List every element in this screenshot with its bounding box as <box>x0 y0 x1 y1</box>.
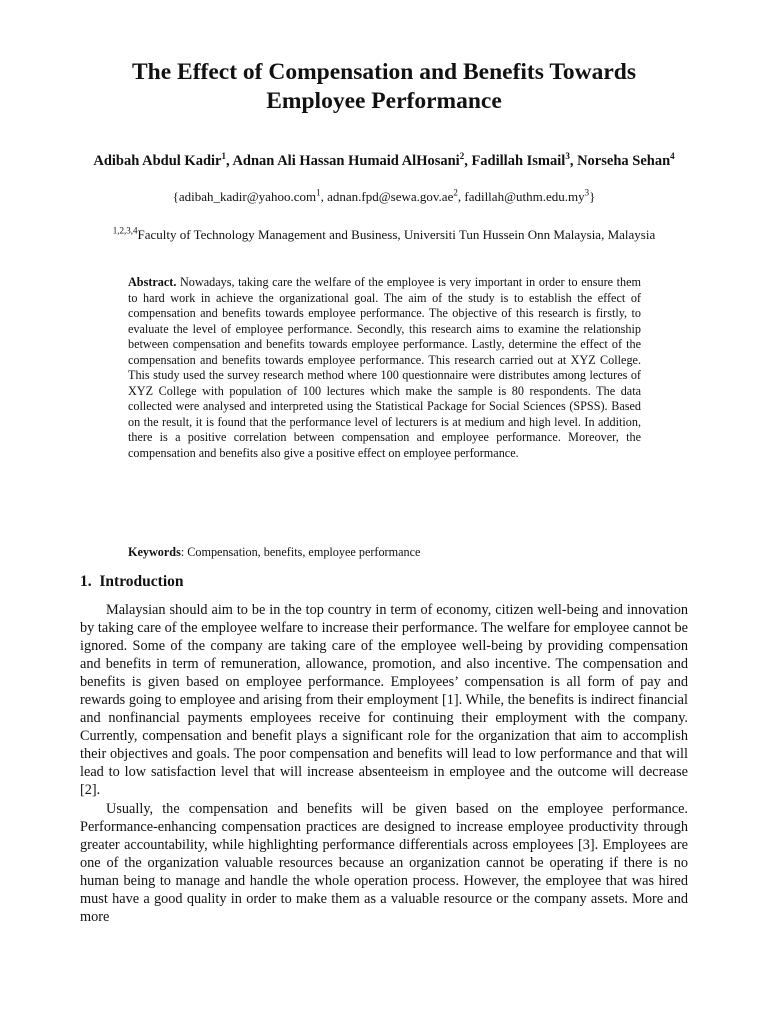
email-address: fadillah@uthm.edu.my <box>464 189 585 204</box>
author-marker: 4 <box>670 151 675 162</box>
author-marker: 2 <box>459 151 465 162</box>
paragraph: Malaysian should aim to be in the top country in term of economy, citizen well-being and innovation by taking care of the employee welfare to increase their performance. The welfare for employee cannot be ignored. Some of the company are taking care of the employee well-being by providing compensation and benefits in term of remuneration, allowance, promotion, and also incentive. The compensation and benefits is given based on employee performance. Employees’ compensation is all form of pay and rewards going to employee and arising from their employment [1]. While, the benefits is indirect financial and nonfinancial payments employees receive for continuing their employment with the company. Currently, compensation and benefit plays a significant role for the organization that aim to accomplish their objectives and goals. The poor compensation and benefits will lead to low performance and that will lead to low satisfaction level that will increase absenteeism in employee and the outcome will decrease [2]. <box>80 602 688 799</box>
author-list <box>80 152 688 170</box>
email-marker: 2 <box>453 187 458 198</box>
author-emails <box>80 189 688 205</box>
author-separator: , <box>569 153 578 169</box>
title-line-1: The Effect of Compensation and Benefits Towards <box>132 59 636 85</box>
abstract-text: Nowadays, taking care the welfare of the employee is very important in order to ensure them to hard work in achieve the organizational goal. The aim of the study is to establish the effect of compensation and benefits towards employee performance. The objective of this research is firstly, to evaluate the level of employee performance. Secondly, this research aims to examine the relationship between compensation and benefits towards employee performance. Lastly, determine the effect of the compensation and benefits towards employee performance. This research carried out at XYZ College. This study used the survey research method where 100 questionnaire were distributes among lectures of XYZ College with population of 100 lectures which make the sample is 80 respondents. The data collected were analysed and interpreted using the Statistical Package for Social Sciences (SPSS). Based on the result, it is found that the performance level of lecturers is at medium and high level. In addition, there is a positive correlation between compensation and employee performance. Moreover, the compensation and benefits also give a positive effect on employee performance. <box>128 275 641 460</box>
paragraph: Usually, the compensation and benefits will be given based on the employee performance. Performance-enhancing compensation practices are designed to increase employee productivity through greater accountability, while highlighting performance differentials across employees [3]. Employees are one of the organization valuable resources because an organization cannot be operating if there is no human being to manage and handle the whole operation process. However, the employee that was hired must have a good quality in order to make them as a valuable resource or the company assets. More and more <box>80 800 688 925</box>
author-name: Adibah Abdul Kadir <box>93 153 222 169</box>
keywords-label: Keywords <box>128 545 181 559</box>
email-address: {adibah_kadir@yahoo.com <box>172 189 317 204</box>
email-separator: , <box>320 189 328 204</box>
abstract <box>128 275 641 461</box>
affiliation-text: Faculty of Technology Management and Business, Universiti Tun Hussein Onn Malaysia, Malaysia <box>137 227 656 242</box>
email-marker: 1 <box>316 187 321 198</box>
author-marker: 1 <box>221 151 226 162</box>
author-separator: , <box>464 153 472 169</box>
email-separator: , <box>457 189 465 204</box>
email-address: adnan.fpd@sewa.gov.ae <box>327 189 454 204</box>
affiliation <box>80 227 688 243</box>
keywords-text: : Compensation, benefits, employee performance <box>180 545 421 559</box>
section-body <box>80 601 688 926</box>
keywords <box>128 544 641 560</box>
email-marker: 3 <box>584 187 590 198</box>
section-number: 1. <box>80 573 92 590</box>
author-marker: 3 <box>565 151 570 162</box>
author-name: Adnan Ali Hassan Humaid AlHosani <box>232 153 460 169</box>
affiliation-marker: 1,2,3,4 <box>112 225 138 236</box>
paper-title <box>80 58 688 116</box>
section-title: Introduction <box>99 573 184 590</box>
email-separator: } <box>589 189 596 204</box>
author-name: Fadillah Ismail <box>471 153 566 169</box>
section-heading <box>80 572 184 592</box>
author-name: Norseha Sehan <box>577 153 671 169</box>
author-separator: , <box>226 153 233 169</box>
abstract-label: Abstract. <box>128 275 177 289</box>
title-line-2: Employee Performance <box>266 88 502 114</box>
